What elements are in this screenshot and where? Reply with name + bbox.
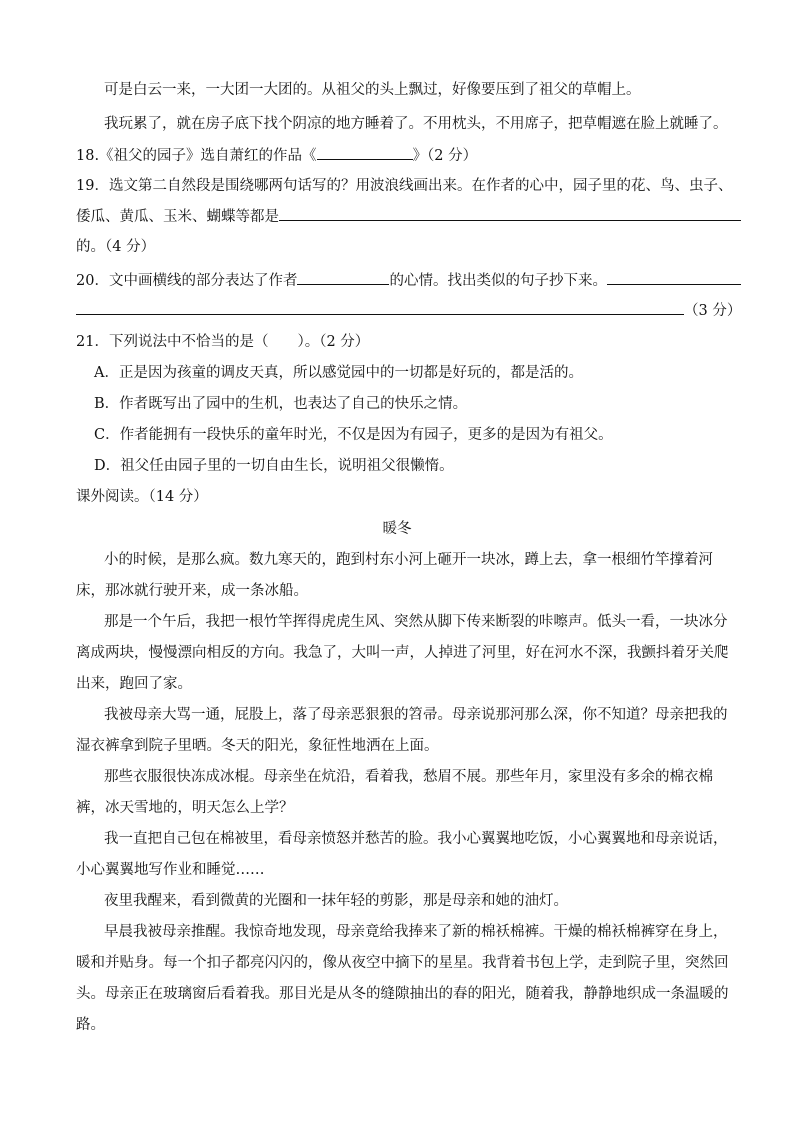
question-20-text: 20．文中画横线的部分表达了作者 bbox=[76, 273, 298, 289]
reading-line: 湿衣裤拿到院子里晒。冬天的阳光，象征性地洒在上面。 bbox=[76, 738, 439, 754]
question-19-line bbox=[76, 206, 741, 227]
reading-line: 我被母亲大骂一通，屁股上，落了母亲恶狠狠的笤帚。母亲说那河那么深，你不知道？母亲把我的 bbox=[104, 707, 728, 723]
question-18 bbox=[76, 145, 477, 166]
question-21-stem: 21．下列说法中不恰当的是（ ）。（2 分） bbox=[76, 334, 370, 350]
passage-line: 可是白云一来，一大团一大团的。从祖父的头上飘过，好像要压到了祖父的草帽上。 bbox=[104, 82, 641, 98]
reading-line: 出来，跑回了家。 bbox=[76, 676, 192, 692]
answer-blank[interactable] bbox=[607, 270, 741, 285]
passage-line: 我玩累了，就在房子底下找个阴凉的地方睡着了。不用枕头，不用席子，把草帽遮在脸上就睡了。 bbox=[104, 116, 728, 132]
reading-line: 路。 bbox=[76, 1017, 105, 1033]
question-20-score: （3 分） bbox=[684, 303, 742, 319]
question-18-score: 》（2 分） bbox=[412, 148, 478, 164]
question-18-text: 18.《祖父的园子》选自萧红的作品《 bbox=[76, 148, 317, 164]
question-20-text: 的心情。找出类似的句子抄下来。 bbox=[389, 273, 607, 289]
option-d: D．祖父任由园子里的一切自由生长，说明祖父很懒惰。 bbox=[94, 458, 454, 474]
reading-line: 床，那冰就行驶开来，成一条冰船。 bbox=[76, 583, 308, 599]
answer-blank[interactable] bbox=[317, 145, 413, 160]
passage-title: 暖冬 bbox=[382, 521, 412, 537]
answer-blank[interactable] bbox=[297, 270, 389, 285]
option-b: B．作者既写出了园中的生机，也表达了自己的快乐之情。 bbox=[94, 396, 468, 412]
reading-line: 小的时候，是那么疯。数九寒天的，跑到村东小河上砸开一块冰，蹲上去，拿一根细竹竿撑着河 bbox=[104, 552, 713, 568]
question-20 bbox=[76, 270, 741, 291]
reading-line: 头。母亲正在玻璃窗后看着我。那目光是从冬的缝隙抽出的春的阳光，随着我，静静地织成一条温暖的 bbox=[76, 986, 729, 1002]
reading-line: 夜里我醒来，看到微黄的光圈和一抹年轻的剪影，那是母亲和她的油灯。 bbox=[104, 893, 568, 909]
reading-line: 那是一个午后，我把一根竹竿挥得虎虎生风、突然从脚下传来断裂的咔嚓声。低头一看，一块冰分 bbox=[104, 614, 728, 630]
reading-line: 裤，冰天雪地的，明天怎么上学？ bbox=[76, 800, 294, 816]
reading-line: 那些衣服很快冻成冰棍。母亲坐在炕沿，看着我，愁眉不展。那些年月，家里没有多余的棉衣棉 bbox=[104, 769, 713, 785]
section-heading: 课外阅读。（14 分） bbox=[76, 489, 208, 505]
question-20-line2 bbox=[76, 300, 741, 321]
option-a: A．正是因为孩童的调皮天真，所以感觉园中的一切都是好玩的，都是活的。 bbox=[94, 365, 583, 381]
question-19-line: 19．选文第二自然段是围绕哪两句话写的？用波浪线画出来。在作者的心中，园子里的花、鸟、虫子、 bbox=[76, 178, 733, 194]
reading-line: 小心翼翼地写作业和睡觉…… bbox=[76, 862, 265, 878]
reading-line: 离成两块，慢慢漂向相反的方向。我急了，大叫一声，人掉进了河里，好在河水不深，我颤抖着牙关爬 bbox=[76, 645, 729, 661]
question-19-line: 的。（4 分） bbox=[76, 239, 156, 255]
question-19-text: 倭瓜、黄瓜、玉米、蝴蝶等都是 bbox=[76, 209, 279, 225]
answer-blank[interactable] bbox=[76, 300, 684, 315]
reading-line: 我一直把自己包在棉被里，看母亲愤怒并愁苦的脸。我小心翼翼地吃饭，小心翼翼地和母亲说话， bbox=[104, 831, 728, 847]
option-c: C．作者能拥有一段快乐的童年时光，不仅是因为有园子，更多的是因为有祖父。 bbox=[94, 427, 613, 443]
reading-line: 早晨我被母亲推醒。我惊奇地发现，母亲竟给我捧来了新的棉袄棉裤。干燥的棉袄棉裤穿在身上， bbox=[104, 924, 728, 940]
reading-line: 暖和并贴身。每一个扣子都亮闪闪的，像从夜空中摘下的星星。我背着书包上学，走到院子里，突然回 bbox=[76, 955, 729, 971]
answer-blank[interactable] bbox=[279, 206, 741, 221]
